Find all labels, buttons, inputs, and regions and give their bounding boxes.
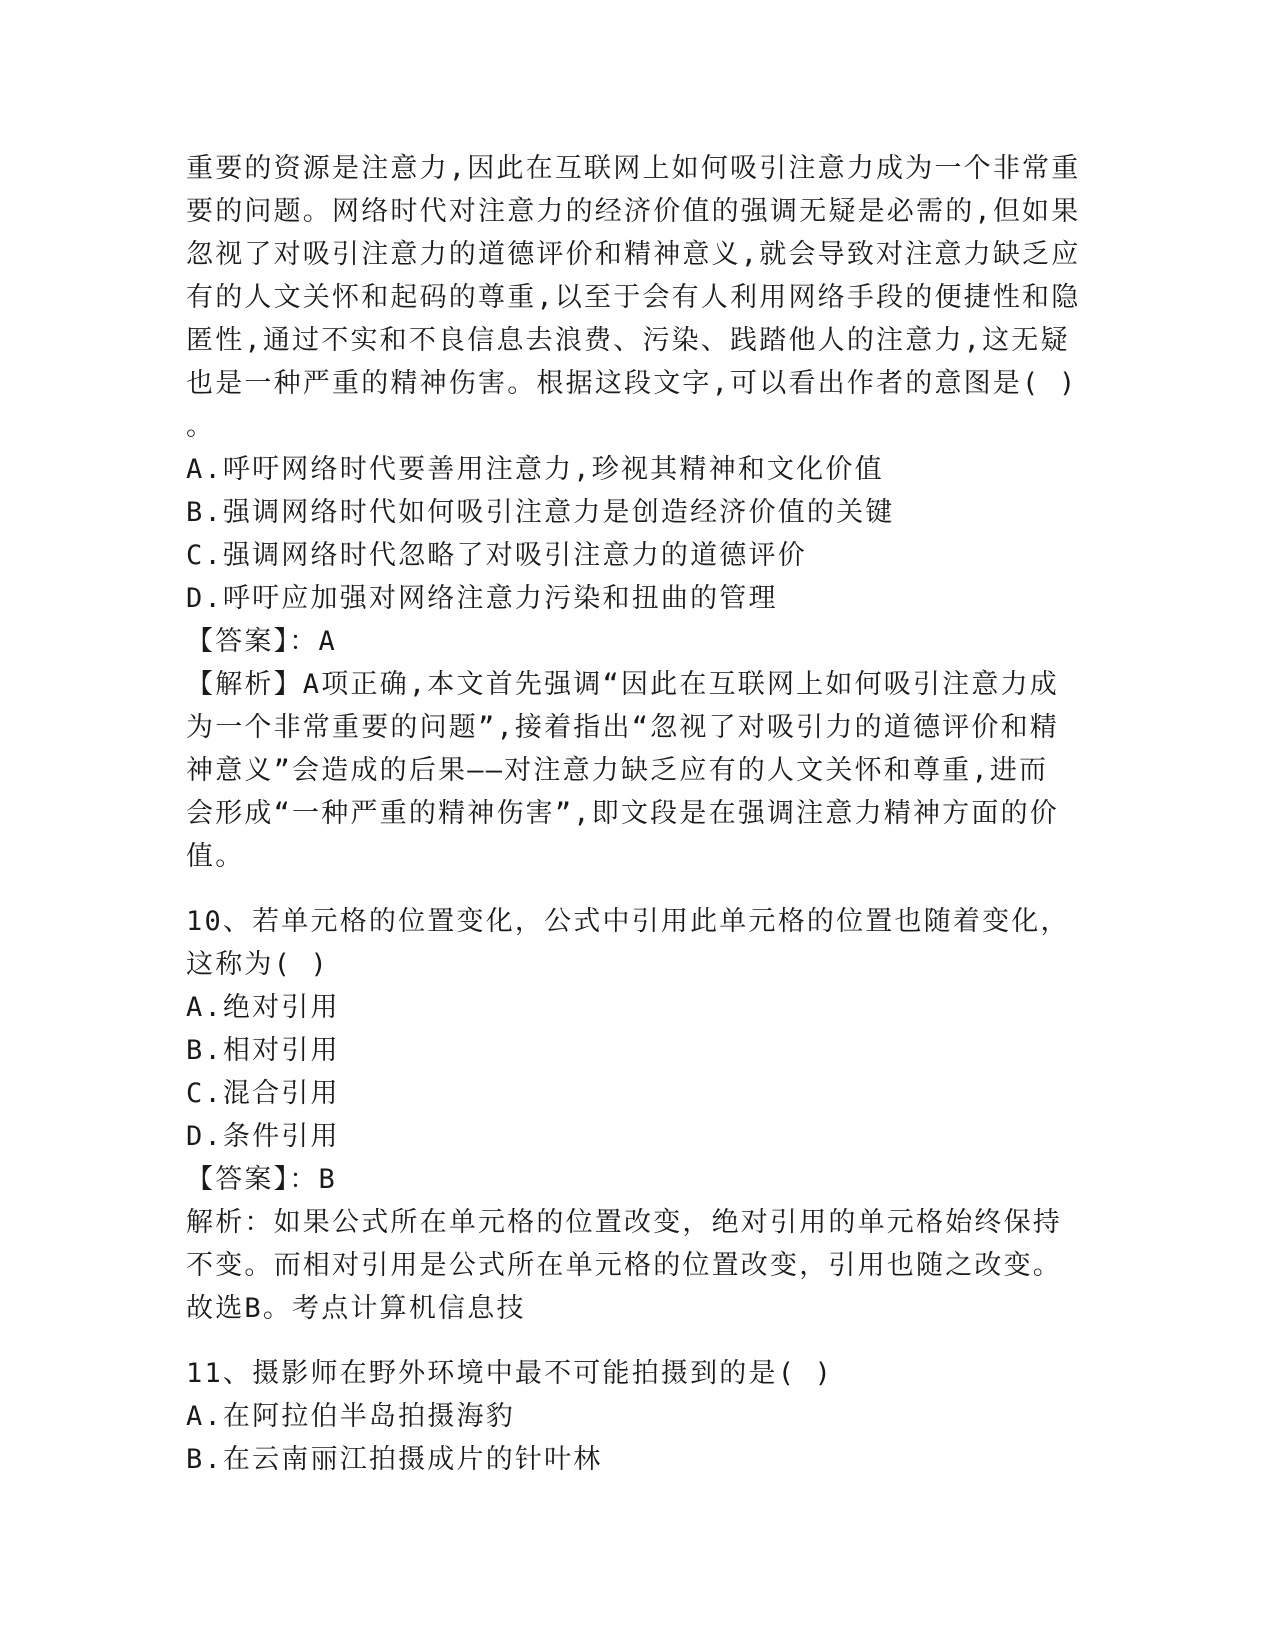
option-a: A.呼吁网络时代要善用注意力,珍视其精神和文化价值 bbox=[186, 454, 884, 485]
option-d: D.呼吁应加强对网络注意力污染和扭曲的管理 bbox=[186, 583, 778, 614]
option-d: D.条件引用 bbox=[186, 1121, 340, 1152]
option-list bbox=[186, 1395, 1076, 1481]
question-spacer bbox=[186, 1330, 1076, 1352]
question-stem bbox=[186, 900, 1076, 986]
stem-line: 有的人文关怀和起码的尊重,以至于会有人利用网络手段的便捷性和隐 bbox=[186, 282, 1081, 313]
analysis-line: 故选B。考点计算机信息技 bbox=[186, 1293, 526, 1324]
option-a: A.绝对引用 bbox=[186, 992, 340, 1023]
question-stem bbox=[186, 147, 1081, 448]
analysis bbox=[186, 1201, 1076, 1330]
option-b: B.在云南丽江拍摄成片的针叶林 bbox=[186, 1444, 603, 1475]
answer: 【答案】：A bbox=[186, 626, 337, 657]
question-10 bbox=[186, 900, 1076, 1330]
stem-line: 重要的资源是注意力,因此在互联网上如何吸引注意力成为一个非常重 bbox=[186, 153, 1081, 184]
option-b: B.相对引用 bbox=[186, 1035, 340, 1066]
stem-line: 11、摄影师在野外环境中最不可能拍摄到的是( ) bbox=[186, 1358, 834, 1389]
analysis-line: 为一个非常重要的问题”,接着指出“忽视了对吸引力的道德评价和精 bbox=[186, 712, 1059, 743]
stem-line: 10、若单元格的位置变化，公式中引用此单元格的位置也随着变化， bbox=[186, 906, 1070, 937]
analysis-line: 会形成“一种严重的精神伤害”,即文段是在强调注意力精神方面的价 bbox=[186, 798, 1059, 829]
analysis-line: 值。 bbox=[186, 841, 245, 872]
question-spacer bbox=[186, 878, 1076, 900]
analysis bbox=[186, 663, 1076, 878]
option-list bbox=[186, 986, 1076, 1158]
stem-line: 要的问题。网络时代对注意力的经济价值的强调无疑是必需的,但如果 bbox=[186, 196, 1081, 227]
analysis-line: 神意义”会造成的后果——对注意力缺乏应有的人文关怀和尊重,进而 bbox=[186, 755, 1049, 786]
stem-line: 忽视了对吸引注意力的道德评价和精神意义,就会导致对注意力缺乏应 bbox=[186, 239, 1081, 270]
option-list bbox=[186, 448, 1076, 620]
option-a: A.在阿拉伯半岛拍摄海豹 bbox=[186, 1401, 515, 1432]
stem-line: 匿性,通过不实和不良信息去浪费、污染、践踏他人的注意力,这无疑 bbox=[186, 325, 1070, 356]
stem-line: 这称为( ) bbox=[186, 949, 329, 980]
option-b: B.强调网络时代如何吸引注意力是创造经济价值的关键 bbox=[186, 497, 895, 528]
analysis-line: 【解析】A项正确,本文首先强调“因此在互联网上如何吸引注意力成 bbox=[186, 669, 1059, 700]
stem-line: 。 bbox=[186, 411, 216, 442]
analysis-line: 不变。而相对引用是公式所在单元格的位置改变，引用也随之改变。 bbox=[186, 1250, 1062, 1281]
question-9 bbox=[186, 147, 1081, 878]
answer: 【答案】：B bbox=[186, 1164, 337, 1195]
option-c: C.强调网络时代忽略了对吸引注意力的道德评价 bbox=[186, 540, 807, 571]
question-stem bbox=[186, 1352, 1076, 1395]
stem-line: 也是一种严重的精神伤害。根据这段文字,可以看出作者的意图是( ) bbox=[186, 368, 1078, 399]
option-c: C.混合引用 bbox=[186, 1078, 340, 1109]
analysis-line: 解析：如果公式所在单元格的位置改变，绝对引用的单元格始终保持 bbox=[186, 1207, 1062, 1238]
question-11 bbox=[186, 1352, 1076, 1481]
document-page bbox=[186, 147, 1081, 1481]
